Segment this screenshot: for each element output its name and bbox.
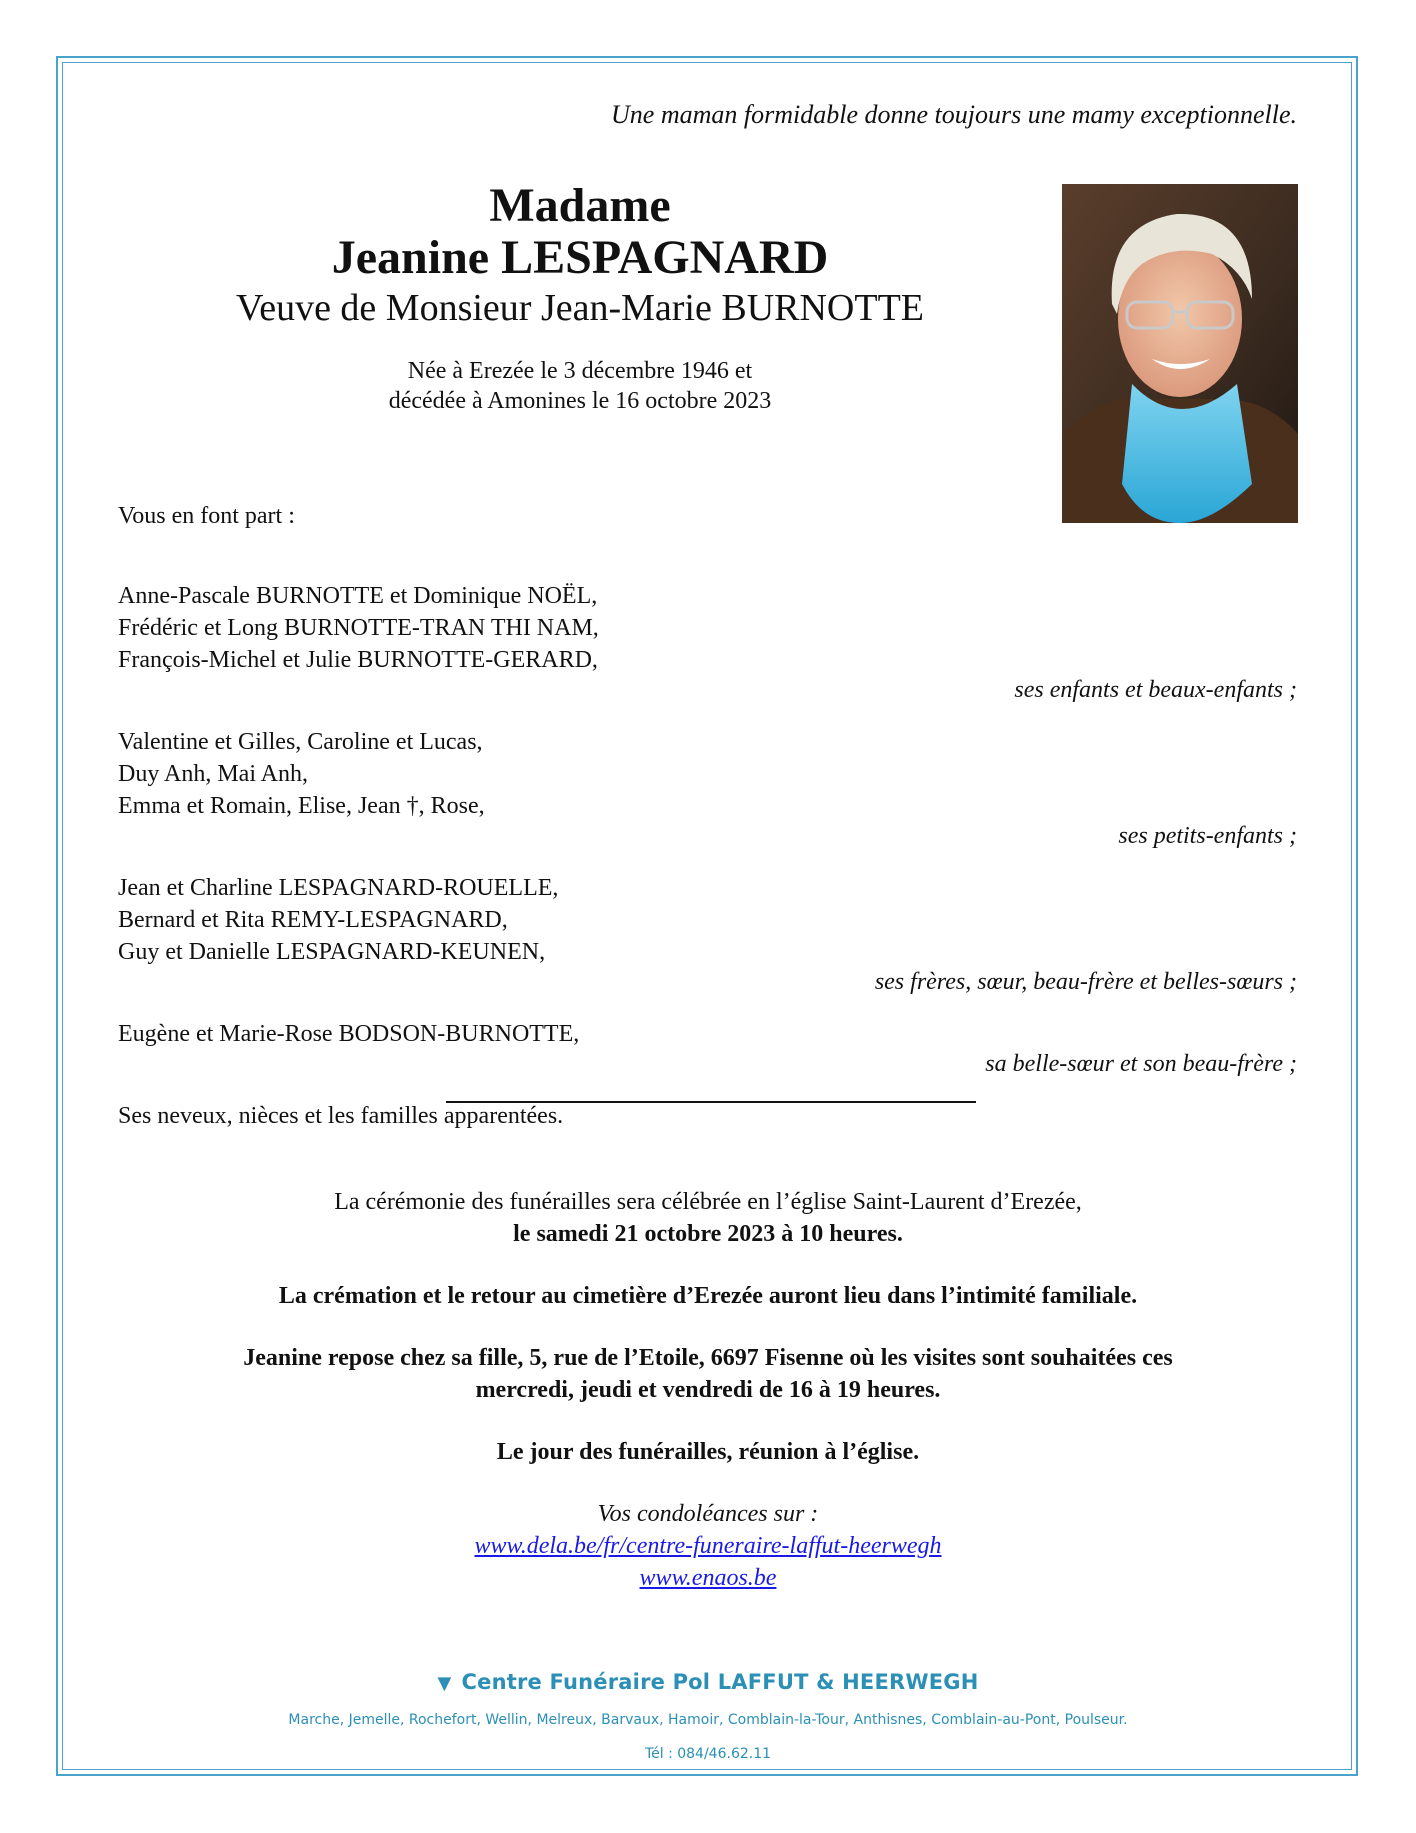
widow-of: Veuve de Monsieur Jean-Marie BURNOTTE (235, 287, 925, 329)
family-member: Eugène et Marie-Rose BODSON-BURNOTTE, (118, 1021, 580, 1047)
death-line: décédée à Amonines le 16 octobre 2023 (388, 388, 772, 414)
funeral-home-towns: Marche, Jemelle, Rochefort, Wellin, Melreux, Barvaux, Hamoir, Comblain-la-Tour, Anthisnes, Comblain-au-Pont, Poulseur. (288, 1712, 1128, 1728)
family-member: Duy Anh, Mai Anh, (118, 761, 309, 787)
family-member: Anne-Pascale BURNOTTE et Dominique NOËL, (118, 583, 598, 609)
ceremony-line: La cérémonie des funérailles sera célébrée en l’église Saint-Laurent d’Erezée, (334, 1189, 1082, 1215)
cremation-info: La crémation et le retour au cimetière d’Erezée auront lieu dans l’intimité familiale. (278, 1283, 1138, 1309)
triangle-down-icon: ▼ (437, 1673, 452, 1694)
epigraph: Une maman formidable donne toujours une mamy exceptionnelle. (611, 100, 1297, 129)
family-member: François-Michel et Julie BURNOTTE-GERARD, (118, 647, 598, 673)
birth-line: Née à Erezée le 3 décembre 1946 et (407, 358, 753, 384)
funeral-home-name (64, 1670, 1352, 1694)
announcement: Vous en font part : (118, 503, 295, 529)
condolences-link-dela[interactable]: www.dela.be/fr/centre-funeraire-laffut-heerwegh (474, 1533, 942, 1559)
family-list (118, 580, 1297, 1132)
meeting-info: Le jour des funérailles, réunion à l’église. (496, 1439, 920, 1465)
family-member: Bernard et Rita REMY-LESPAGNARD, (118, 907, 508, 933)
visitation-info (90, 1342, 1326, 1406)
separator-line (446, 1101, 976, 1103)
ceremony-date: le samedi 21 octobre 2023 à 10 heures. (513, 1221, 903, 1247)
family-member: Emma et Romain, Elise, Jean †, Rose, (118, 793, 485, 819)
family-member: Valentine et Gilles, Caroline et Lucas, (118, 729, 483, 755)
funeral-home-footer (64, 1670, 1352, 1762)
funeral-home-name-text: Centre Funéraire Pol LAFFUT & HEERWEGH (461, 1670, 979, 1694)
family-member: Guy et Danielle LESPAGNARD-KEUNEN, (118, 939, 546, 965)
deceased-header (180, 180, 980, 416)
condolences-label: Vos condoléances sur : (597, 1501, 819, 1527)
family-relation: ses frères, sœur, beau-frère et belles-sœurs ; (874, 969, 1297, 995)
visitation-line-2: mercredi, jeudi et vendredi de 16 à 19 heures. (475, 1377, 941, 1403)
deceased-name: Jeanine LESPAGNARD (331, 231, 829, 284)
family-group-siblings (118, 872, 1297, 998)
family-relation: ses petits-enfants ; (1118, 823, 1297, 849)
family-relation: ses enfants et beaux-enfants ; (1014, 677, 1297, 703)
family-relation: sa belle-sœur et son beau-frère ; (985, 1051, 1297, 1077)
family-member: Jean et Charline LESPAGNARD-ROUELLE, (118, 875, 559, 901)
portrait-photo (1062, 184, 1298, 523)
visitation-line-1: Jeanine repose chez sa fille, 5, rue de l’Etoile, 6697 Fisenne où les visites sont souhaitées ces (243, 1345, 1173, 1371)
family-member: Frédéric et Long BURNOTTE-TRAN THI NAM, (118, 615, 599, 641)
funeral-home-phone: Tél : 084/46.62.11 (644, 1746, 772, 1762)
family-group-in-laws (118, 1018, 1297, 1080)
closing-line: Ses neveux, nièces et les familles apparentées. (118, 1103, 564, 1129)
ceremony-info (90, 1186, 1326, 1624)
family-group-grandchildren (118, 726, 1297, 852)
birth-death-info (180, 356, 980, 416)
family-group-children (118, 580, 1297, 706)
portrait-image (1062, 184, 1298, 523)
honorific: Madame (489, 179, 671, 232)
condolences-link-enaos[interactable]: www.enaos.be (639, 1565, 777, 1591)
